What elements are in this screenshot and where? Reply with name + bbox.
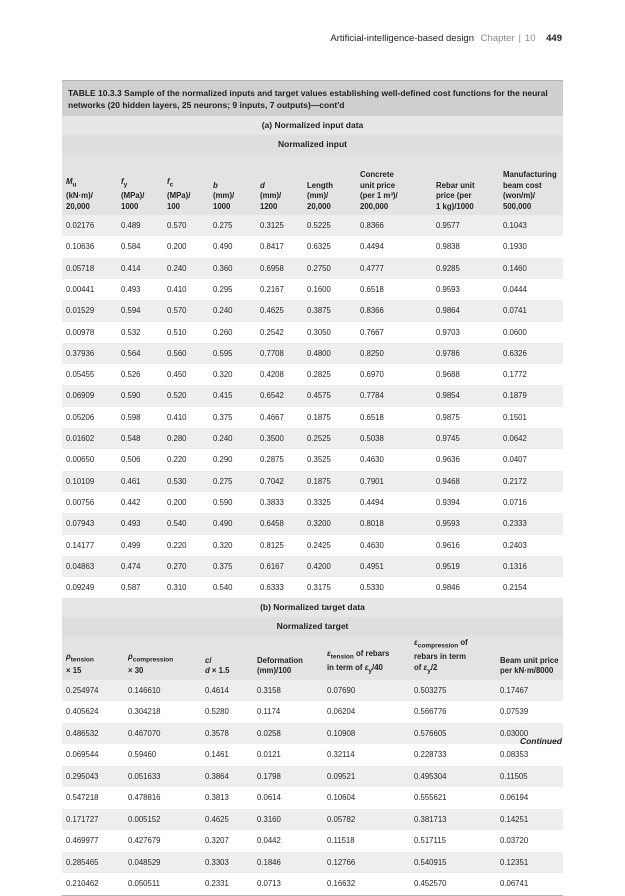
table-cell: 0.290 xyxy=(209,449,256,470)
table-cell: 0.548 xyxy=(117,428,163,449)
table-cell: 0.414 xyxy=(117,258,163,279)
input-col-header-fc: $f_c$ (MPa)/ 100 xyxy=(163,154,209,215)
table-row xyxy=(62,766,563,788)
table-cell: 0.1461 xyxy=(201,744,253,766)
table-row xyxy=(62,830,563,852)
table-cell: 0.5038 xyxy=(356,428,432,449)
table-row xyxy=(62,471,563,492)
table-cell: 0.12351 xyxy=(496,852,563,874)
table-cell: 0.0121 xyxy=(253,744,323,766)
table-cell: 0.493 xyxy=(117,279,163,300)
table-cell: 0.9593 xyxy=(432,279,499,300)
table-cell: 0.3175 xyxy=(303,577,356,598)
section-b-subtitle: Normalized target xyxy=(62,617,563,636)
table-cell: 0.6542 xyxy=(256,385,303,406)
table-cell: 0.6326 xyxy=(499,343,563,364)
section-b-title: (b) Normalized target data xyxy=(62,598,563,617)
table-cell: 0.1846 xyxy=(253,852,323,874)
table-cell: 0.17467 xyxy=(496,680,563,702)
table-cell: 0.503275 xyxy=(410,680,496,702)
table-row xyxy=(62,428,563,449)
table-cell: 0.254974 xyxy=(62,680,124,702)
table-cell: 0.06741 xyxy=(496,873,563,895)
input-col-header-length: Length (mm)/ 20,000 xyxy=(303,154,356,215)
table-cell: 0.14177 xyxy=(62,535,117,556)
table-cell: 0.9864 xyxy=(432,300,499,321)
table-cell: 0.220 xyxy=(163,449,209,470)
table-cell: 0.146610 xyxy=(124,680,201,702)
table-cell: 0.048529 xyxy=(124,852,201,874)
table-cell: 0.295043 xyxy=(62,766,124,788)
table-cell: 0.240 xyxy=(209,428,256,449)
table-cell: 0.6518 xyxy=(356,279,432,300)
table-cell: 0.4667 xyxy=(256,407,303,428)
table-cell: 0.499 xyxy=(117,535,163,556)
table-cell: 0.375 xyxy=(209,407,256,428)
table-cell: 0.415 xyxy=(209,385,256,406)
table-cell: 0.10109 xyxy=(62,471,117,492)
table-cell: 0.490 xyxy=(209,236,256,257)
table-cell: 0.4630 xyxy=(356,449,432,470)
table-row xyxy=(62,407,563,428)
table-cell: 0.4575 xyxy=(303,385,356,406)
table-cell: 0.9468 xyxy=(432,471,499,492)
table-cell: 0.594 xyxy=(117,300,163,321)
table-cell: 0.3325 xyxy=(303,492,356,513)
table-cell: 0.05206 xyxy=(62,407,117,428)
table-cell: 0.4494 xyxy=(356,236,432,257)
table-cell: 0.9636 xyxy=(432,449,499,470)
table-cell: 0.3160 xyxy=(253,809,323,831)
table-cell: 0.12766 xyxy=(323,852,410,874)
table-cell: 0.4494 xyxy=(356,492,432,513)
table-cell: 0.08353 xyxy=(496,744,563,766)
table-cell: 0.0713 xyxy=(253,873,323,895)
table-cell: 0.06204 xyxy=(323,701,410,723)
section-a-subtitle: Normalized input xyxy=(62,135,563,154)
table-cell: 0.07690 xyxy=(323,680,410,702)
table-cell: 0.3864 xyxy=(201,766,253,788)
input-col-header-b: b (mm)/ 1000 xyxy=(209,154,256,215)
table-cell: 0.595 xyxy=(209,343,256,364)
table-cell: 0.3158 xyxy=(253,680,323,702)
table-cell: 0.495304 xyxy=(410,766,496,788)
table-cell: 0.200 xyxy=(163,236,209,257)
table-cell: 0.560 xyxy=(163,343,209,364)
book-section-title: Artificial-intelligence-based design xyxy=(330,33,474,44)
table-cell: 0.1316 xyxy=(499,556,563,577)
chapter-number: 10 xyxy=(524,33,536,44)
table-cell: 0.228733 xyxy=(410,744,496,766)
input-col-header-beam-cost: Manufacturing beam cost (won/m)/ 500,000 xyxy=(499,154,563,215)
table-cell: 0.547218 xyxy=(62,787,124,809)
table-cell: 0.0716 xyxy=(499,492,563,513)
target-header-row xyxy=(62,636,563,680)
table-cell: 0.7667 xyxy=(356,322,432,343)
table-cell: 0.0444 xyxy=(499,279,563,300)
table-cell: 0.9688 xyxy=(432,364,499,385)
table-cell: 0.576605 xyxy=(410,723,496,745)
normalized-input-table xyxy=(62,154,563,598)
table-cell: 0.3578 xyxy=(201,723,253,745)
input-col-header-mu: $M_u$ (kN·m)/ 20,000 xyxy=(62,154,117,215)
table-cell: 0.6970 xyxy=(356,364,432,385)
table-caption: TABLE 10.3.3 Sample of the normalized inputs and target values establishing well-defined cost functions for the neural networks (20 hidden layers, 25 neurons; 9 inputs, 7 outputs)—cont'd xyxy=(62,80,563,116)
input-col-header-d: d (mm)/ 1200 xyxy=(256,154,303,215)
table-cell: 0.14251 xyxy=(496,809,563,831)
table-cell: 0.584 xyxy=(117,236,163,257)
table-cell: 0.3813 xyxy=(201,787,253,809)
table-cell: 0.9854 xyxy=(432,385,499,406)
table-cell: 0.3207 xyxy=(201,830,253,852)
table-row xyxy=(62,852,563,874)
table-cell: 0.9285 xyxy=(432,258,499,279)
table-cell: 0.4800 xyxy=(303,343,356,364)
target-col-header-rho-compression: $\rho_{compression}$ × 30 xyxy=(124,636,201,680)
table-cell: 0.200 xyxy=(163,492,209,513)
table-cell: 0.1174 xyxy=(253,701,323,723)
table-cell: 0.9519 xyxy=(432,556,499,577)
table-cell: 0.506 xyxy=(117,449,163,470)
table-cell: 0.530 xyxy=(163,471,209,492)
table-cell: 0.3200 xyxy=(303,513,356,534)
table-cell: 0.0600 xyxy=(499,322,563,343)
table-cell: 0.07539 xyxy=(496,701,563,723)
table-cell: 0.7708 xyxy=(256,343,303,364)
table-cell: 0.8018 xyxy=(356,513,432,534)
table-row xyxy=(62,322,563,343)
target-col-header-eps-tension: $\varepsilon_{tension}$ of rebars in term of $\varepsilon_y/40$ xyxy=(323,636,410,680)
table-cell: 0.461 xyxy=(117,471,163,492)
table-cell: 0.9577 xyxy=(432,215,499,236)
table-cell: 0.02176 xyxy=(62,215,117,236)
table-cell: 0.1043 xyxy=(499,215,563,236)
table-cell: 0.9703 xyxy=(432,322,499,343)
input-col-header-concrete-price: Concrete unit price (per 1 m³)/ 200,000 xyxy=(356,154,432,215)
table-cell: 0.452570 xyxy=(410,873,496,895)
table-cell: 0.260 xyxy=(209,322,256,343)
table-cell: 0.540 xyxy=(209,577,256,598)
table-cell: 0.304218 xyxy=(124,701,201,723)
chapter-label: Chapter xyxy=(480,33,515,44)
table-cell: 0.1930 xyxy=(499,236,563,257)
table-cell: 0.4208 xyxy=(256,364,303,385)
table-cell: 0.3303 xyxy=(201,852,253,874)
table-row xyxy=(62,258,563,279)
target-col-header-eps-compression: $\varepsilon_{compression}$ of rebars in term of $\varepsilon_y/2$ xyxy=(410,636,496,680)
table-cell: 0.3875 xyxy=(303,300,356,321)
table-cell: 0.9786 xyxy=(432,343,499,364)
table-cell: 0.2875 xyxy=(256,449,303,470)
table-cell: 0.5225 xyxy=(303,215,356,236)
table-cell: 0.8417 xyxy=(256,236,303,257)
table-row xyxy=(62,787,563,809)
table-cell: 0.7042 xyxy=(256,471,303,492)
table-cell: 0.489 xyxy=(117,215,163,236)
input-col-header-rebar-price: Rebar unit price (per 1 kg)/1000 xyxy=(432,154,499,215)
section-a-title: (a) Normalized input data xyxy=(62,116,563,135)
target-col-header-rho-tension: $\rho_{tension}$ × 15 xyxy=(62,636,124,680)
table-cell: 0.00756 xyxy=(62,492,117,513)
table-cell: 0.1772 xyxy=(499,364,563,385)
table-cell: 0.01602 xyxy=(62,428,117,449)
table-row xyxy=(62,809,563,831)
table-cell: 0.381713 xyxy=(410,809,496,831)
table-cell: 0.0258 xyxy=(253,723,323,745)
table-cell: 0.1879 xyxy=(499,385,563,406)
table-cell: 0.410 xyxy=(163,279,209,300)
table-cell: 0.0407 xyxy=(499,449,563,470)
table-cell: 0.285465 xyxy=(62,852,124,874)
header-separator: | xyxy=(518,33,521,44)
table-cell: 0.9616 xyxy=(432,535,499,556)
table-cell: 0.442 xyxy=(117,492,163,513)
table-cell: 0.210462 xyxy=(62,873,124,895)
table-cell: 0.2403 xyxy=(499,535,563,556)
table-cell: 0.2333 xyxy=(499,513,563,534)
table-row xyxy=(62,701,563,723)
table-cell: 0.8125 xyxy=(256,535,303,556)
table-cell: 0.00441 xyxy=(62,279,117,300)
table-cell: 0.6333 xyxy=(256,577,303,598)
target-table-body xyxy=(62,680,563,896)
table-cell: 0.3125 xyxy=(256,215,303,236)
table-row xyxy=(62,513,563,534)
table-cell: 0.3833 xyxy=(256,492,303,513)
table-cell: 0.2542 xyxy=(256,322,303,343)
table-cell: 0.171727 xyxy=(62,809,124,831)
table-cell: 0.4630 xyxy=(356,535,432,556)
table-cell: 0.220 xyxy=(163,535,209,556)
normalized-target-table xyxy=(62,636,563,896)
table-cell: 0.5280 xyxy=(201,701,253,723)
table-row xyxy=(62,556,563,577)
table-cell: 0.05455 xyxy=(62,364,117,385)
table-cell: 0.5330 xyxy=(356,577,432,598)
table-cell: 0.410 xyxy=(163,407,209,428)
table-cell: 0.295 xyxy=(209,279,256,300)
table-cell: 0.320 xyxy=(209,364,256,385)
table-cell: 0.8250 xyxy=(356,343,432,364)
table-cell: 0.09521 xyxy=(323,766,410,788)
table-row xyxy=(62,723,563,745)
table-cell: 0.04863 xyxy=(62,556,117,577)
table-cell: 0.2154 xyxy=(499,577,563,598)
table-cell: 0.4625 xyxy=(256,300,303,321)
table-cell: 0.2825 xyxy=(303,364,356,385)
table-row xyxy=(62,577,563,598)
table-cell: 0.11505 xyxy=(496,766,563,788)
table-cell: 0.275 xyxy=(209,215,256,236)
table-cell: 0.375 xyxy=(209,556,256,577)
table-cell: 0.7901 xyxy=(356,471,432,492)
table-cell: 0.051633 xyxy=(124,766,201,788)
table-10-3-3 xyxy=(62,80,563,896)
table-cell: 0.3525 xyxy=(303,449,356,470)
table-cell: 0.405624 xyxy=(62,701,124,723)
table-row xyxy=(62,492,563,513)
table-cell: 0.6958 xyxy=(256,258,303,279)
table-cell: 0.0614 xyxy=(253,787,323,809)
running-head xyxy=(330,33,562,44)
page-number: 449 xyxy=(546,33,562,44)
table-cell: 0.16632 xyxy=(323,873,410,895)
table-cell: 0.8366 xyxy=(356,300,432,321)
table-cell: 0.0642 xyxy=(499,428,563,449)
table-cell: 0.493 xyxy=(117,513,163,534)
table-cell: 0.3500 xyxy=(256,428,303,449)
input-col-header-fy: $f_y$ (MPa)/ 1000 xyxy=(117,154,163,215)
table-cell: 0.1875 xyxy=(303,407,356,428)
table-cell: 0.1798 xyxy=(253,766,323,788)
target-col-header-beam-price: Beam unit price per kN·m/8000 xyxy=(496,636,563,680)
table-row xyxy=(62,236,563,257)
table-row xyxy=(62,449,563,470)
input-header-row xyxy=(62,154,563,215)
table-row xyxy=(62,279,563,300)
table-cell: 0.566776 xyxy=(410,701,496,723)
table-row xyxy=(62,364,563,385)
table-cell: 0.474 xyxy=(117,556,163,577)
table-cell: 0.478816 xyxy=(124,787,201,809)
table-cell: 0.6518 xyxy=(356,407,432,428)
table-cell: 0.3050 xyxy=(303,322,356,343)
table-cell: 0.4614 xyxy=(201,680,253,702)
table-cell: 0.570 xyxy=(163,215,209,236)
table-cell: 0.59460 xyxy=(124,744,201,766)
table-cell: 0.540 xyxy=(163,513,209,534)
table-cell: 0.01529 xyxy=(62,300,117,321)
table-cell: 0.526 xyxy=(117,364,163,385)
table-cell: 0.9394 xyxy=(432,492,499,513)
table-cell: 0.310 xyxy=(163,577,209,598)
table-cell: 0.32114 xyxy=(323,744,410,766)
table-cell: 0.240 xyxy=(163,258,209,279)
target-col-header-deformation: Deformation (mm)/100 xyxy=(253,636,323,680)
table-cell: 0.469977 xyxy=(62,830,124,852)
table-cell: 0.7784 xyxy=(356,385,432,406)
table-cell: 0.6167 xyxy=(256,556,303,577)
table-row xyxy=(62,300,563,321)
table-cell: 0.587 xyxy=(117,577,163,598)
table-cell: 0.0442 xyxy=(253,830,323,852)
table-cell: 0.069544 xyxy=(62,744,124,766)
table-cell: 0.1875 xyxy=(303,471,356,492)
table-cell: 0.2331 xyxy=(201,873,253,895)
table-row xyxy=(62,215,563,236)
table-cell: 0.050511 xyxy=(124,873,201,895)
table-cell: 0.03720 xyxy=(496,830,563,852)
table-cell: 0.1501 xyxy=(499,407,563,428)
table-cell: 0.490 xyxy=(209,513,256,534)
table-row xyxy=(62,873,563,895)
table-row xyxy=(62,744,563,766)
table-cell: 0.4625 xyxy=(201,809,253,831)
table-cell: 0.555621 xyxy=(410,787,496,809)
table-cell: 0.2167 xyxy=(256,279,303,300)
table-cell: 0.4777 xyxy=(356,258,432,279)
table-cell: 0.9838 xyxy=(432,236,499,257)
table-cell: 0.240 xyxy=(209,300,256,321)
table-cell: 0.6458 xyxy=(256,513,303,534)
table-cell: 0.10636 xyxy=(62,236,117,257)
table-cell: 0.37936 xyxy=(62,343,117,364)
table-row xyxy=(62,535,563,556)
table-row xyxy=(62,343,563,364)
table-cell: 0.570 xyxy=(163,300,209,321)
table-cell: 0.590 xyxy=(117,385,163,406)
table-cell: 0.2525 xyxy=(303,428,356,449)
table-cell: 0.564 xyxy=(117,343,163,364)
table-cell: 0.10908 xyxy=(323,723,410,745)
table-cell: 0.270 xyxy=(163,556,209,577)
table-cell: 0.06194 xyxy=(496,787,563,809)
table-cell: 0.275 xyxy=(209,471,256,492)
table-cell: 0.9745 xyxy=(432,428,499,449)
table-cell: 0.4200 xyxy=(303,556,356,577)
table-cell: 0.427679 xyxy=(124,830,201,852)
table-cell: 0.450 xyxy=(163,364,209,385)
table-cell: 0.1460 xyxy=(499,258,563,279)
table-cell: 0.1600 xyxy=(303,279,356,300)
table-cell: 0.005152 xyxy=(124,809,201,831)
table-cell: 0.00978 xyxy=(62,322,117,343)
table-cell: 0.598 xyxy=(117,407,163,428)
table-cell: 0.2750 xyxy=(303,258,356,279)
table-cell: 0.07943 xyxy=(62,513,117,534)
table-cell: 0.11518 xyxy=(323,830,410,852)
continued-note: Continued xyxy=(519,736,562,746)
table-cell: 0.590 xyxy=(209,492,256,513)
table-cell: 0.05718 xyxy=(62,258,117,279)
table-cell: 0.517115 xyxy=(410,830,496,852)
table-cell: 0.0741 xyxy=(499,300,563,321)
target-col-header-c-over-d: c/ d × 1.5 xyxy=(201,636,253,680)
table-cell: 0.9593 xyxy=(432,513,499,534)
table-cell: 0.467070 xyxy=(124,723,201,745)
table-cell: 0.280 xyxy=(163,428,209,449)
table-cell: 0.8366 xyxy=(356,215,432,236)
table-cell: 0.540915 xyxy=(410,852,496,874)
table-cell: 0.360 xyxy=(209,258,256,279)
table-cell: 0.6325 xyxy=(303,236,356,257)
table-cell: 0.320 xyxy=(209,535,256,556)
table-cell: 0.09249 xyxy=(62,577,117,598)
table-cell: 0.9846 xyxy=(432,577,499,598)
table-cell: 0.510 xyxy=(163,322,209,343)
table-row xyxy=(62,680,563,702)
table-cell: 0.520 xyxy=(163,385,209,406)
table-cell: 0.2425 xyxy=(303,535,356,556)
input-table-body xyxy=(62,215,563,598)
table-cell: 0.4951 xyxy=(356,556,432,577)
table-cell: 0.486532 xyxy=(62,723,124,745)
table-cell: 0.10604 xyxy=(323,787,410,809)
table-cell: 0.05782 xyxy=(323,809,410,831)
table-cell: 0.03000 xyxy=(496,723,563,745)
table-cell: 0.00650 xyxy=(62,449,117,470)
table-cell: 0.06909 xyxy=(62,385,117,406)
table-cell: 0.2172 xyxy=(499,471,563,492)
table-cell: 0.9875 xyxy=(432,407,499,428)
table-cell: 0.532 xyxy=(117,322,163,343)
table-row xyxy=(62,385,563,406)
